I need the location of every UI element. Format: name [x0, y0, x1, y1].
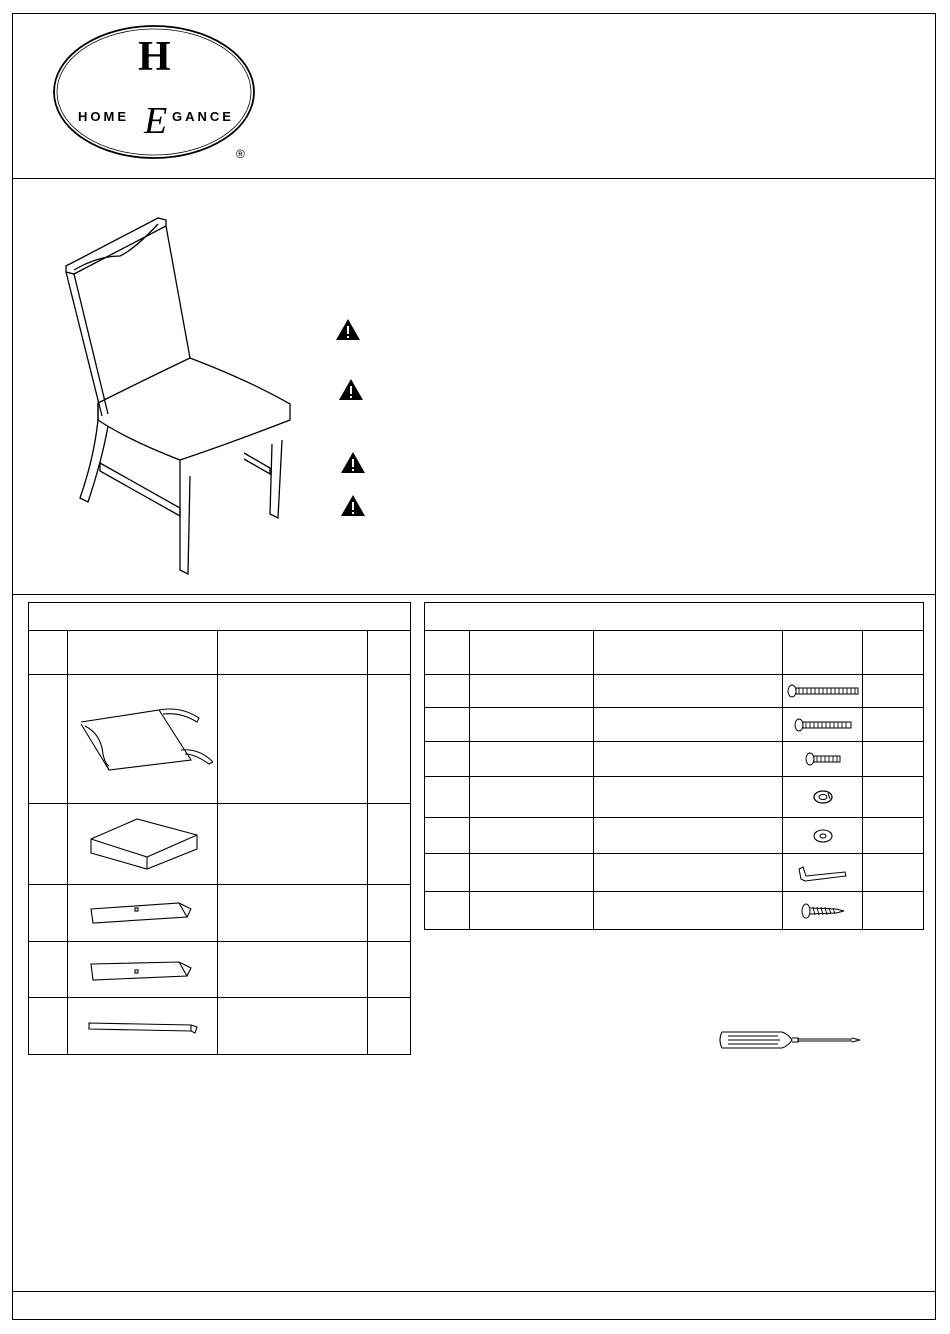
chair-illustration [58, 208, 308, 580]
lock-washer-icon [812, 789, 834, 805]
table-row [425, 892, 924, 930]
flat-washer-icon [812, 829, 834, 843]
warning-icon [335, 318, 361, 342]
homelegance-logo [50, 25, 260, 165]
hardware-table [424, 602, 924, 930]
product-divider [12, 594, 936, 595]
side-rail-illustration [83, 956, 203, 984]
table-row [425, 742, 924, 777]
parts-table-header-row [29, 631, 411, 675]
table-row [29, 885, 411, 942]
header-divider [12, 178, 936, 179]
warning-icon [340, 494, 366, 518]
logo-script-letter: E [144, 100, 168, 142]
seat-cushion-illustration [83, 815, 203, 873]
table-row [29, 804, 411, 885]
warning-icon [340, 451, 366, 475]
table-row [425, 675, 924, 708]
short-bolt-icon [803, 752, 843, 766]
screwdriver-icon [716, 1028, 862, 1052]
logo-monogram: H [138, 34, 171, 80]
table-row [29, 942, 411, 998]
table-row [29, 998, 411, 1055]
allen-wrench-icon [797, 861, 849, 885]
parts-table-title-row [29, 603, 411, 631]
logo-name-left: HOME [78, 109, 129, 124]
footer-divider [12, 1291, 936, 1292]
medium-bolt-icon [792, 718, 854, 732]
warning-icon [338, 378, 364, 402]
table-row [29, 675, 411, 804]
chair-back-frame-illustration [73, 704, 213, 774]
stretcher-bar-illustration [83, 1015, 203, 1037]
parts-table [28, 602, 411, 1055]
table-row [425, 818, 924, 854]
wood-screw-icon [800, 902, 846, 920]
hardware-table-header-row [425, 631, 924, 675]
front-rail-illustration [83, 899, 203, 927]
table-row [425, 708, 924, 742]
hardware-table-title-row [425, 603, 924, 631]
table-row [425, 777, 924, 818]
logo-name-right: GANCE [172, 109, 234, 124]
registered-mark: ® [236, 147, 245, 161]
table-row [425, 854, 924, 892]
long-bolt-icon [785, 684, 861, 698]
